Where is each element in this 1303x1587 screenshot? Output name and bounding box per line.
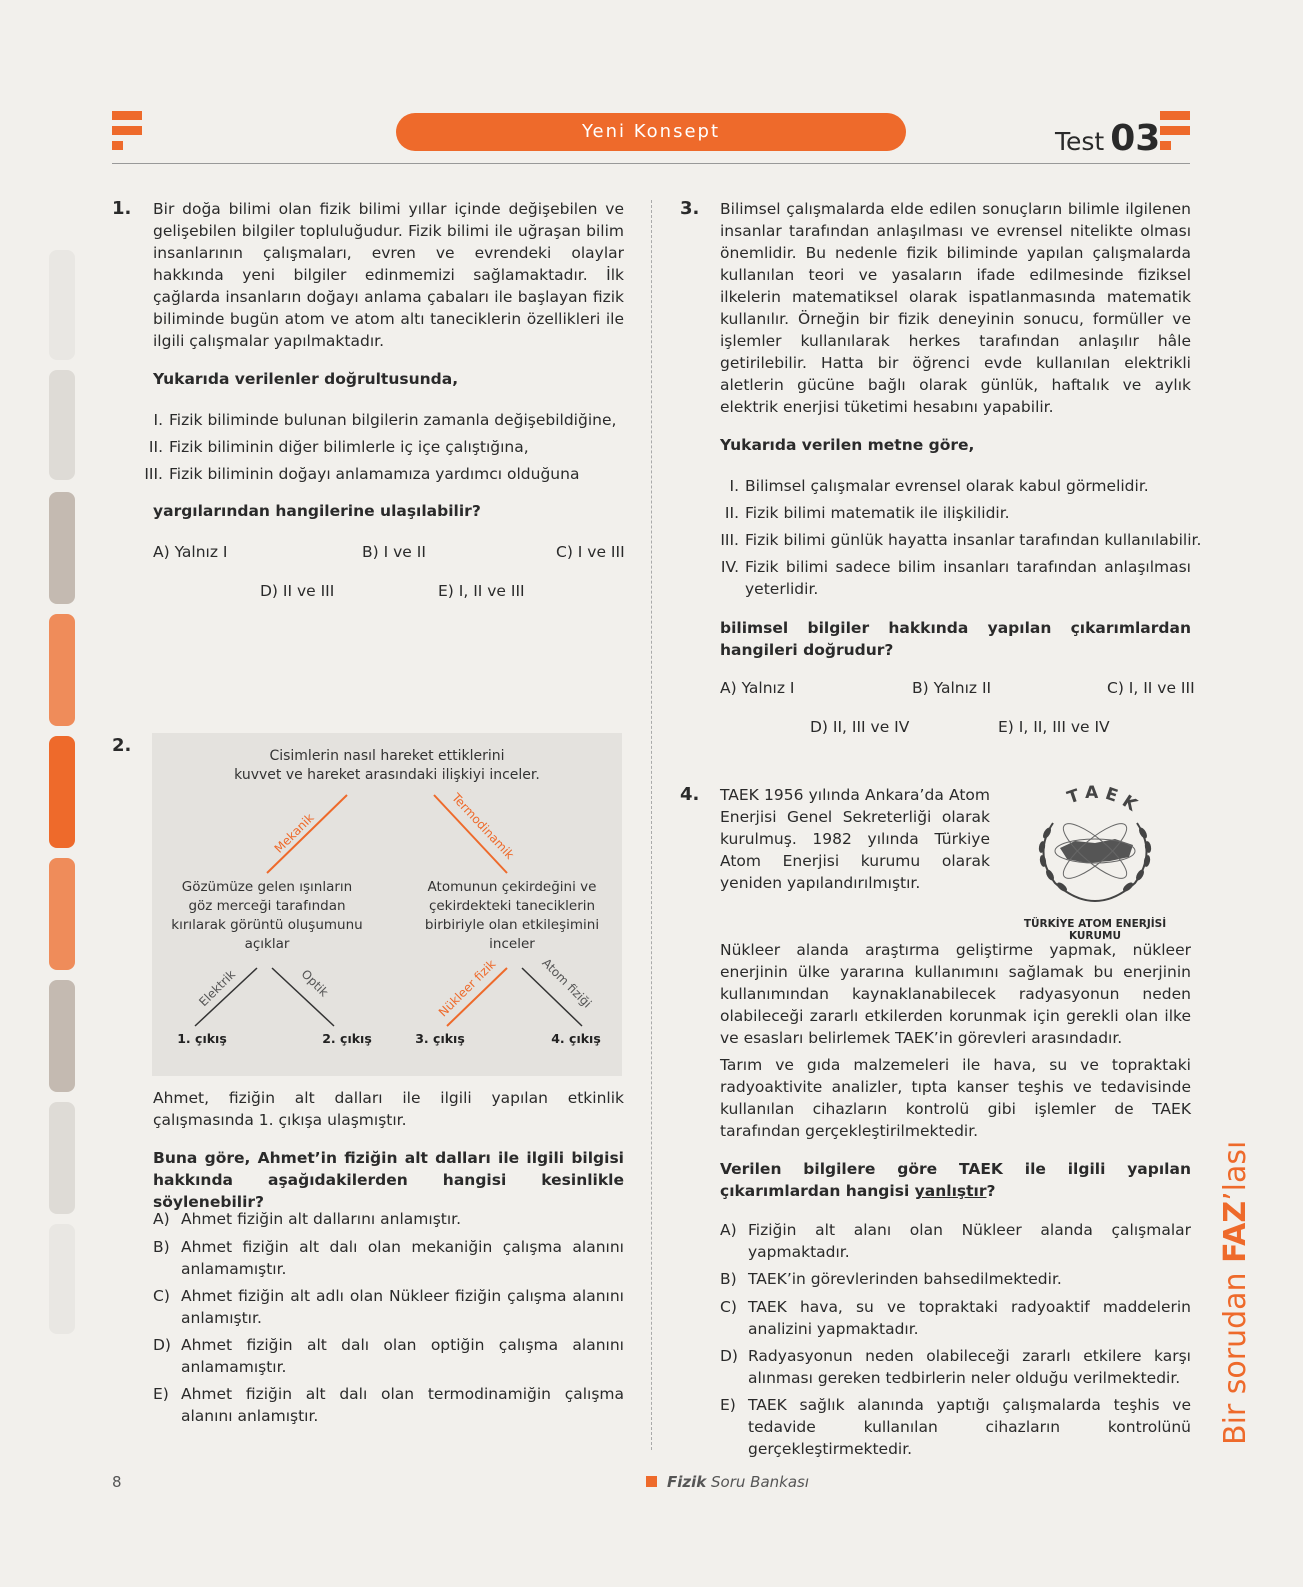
sub-label-atomic: Atom fiziği — [539, 955, 595, 1011]
option-a[interactable]: A) Fiziğin alt alanı olan Nükleer alanda çalışmalar yapmaktadır. — [720, 1221, 1191, 1261]
taek-logo-caption: TÜRKİYE ATOM ENERJİSİ KURUMU — [1023, 918, 1167, 942]
question-4-number: 4. — [680, 784, 700, 805]
test-number: 03 — [1110, 118, 1161, 159]
question-1-lead: Yukarıda verilenler doğrultusunda, — [153, 370, 459, 388]
option-a[interactable]: A) Yalnız I — [153, 543, 228, 561]
question-3-item: I. Bilimsel çalışmalar evrensel olarak kabul görmelidir. — [729, 477, 1149, 495]
option-c[interactable]: C) Ahmet fiziğin alt adlı olan Nükleer fiziğin çalışma alanını anlamıştır. — [153, 1287, 624, 1327]
side-tab — [49, 1102, 75, 1214]
branch-label-mechanics: Mekanik — [271, 810, 317, 856]
diagram-top-text: Cisimlerin nasıl hareket ettiklerini kuvvet ve hareket arasındaki ilişkiyi inceler. — [234, 748, 540, 783]
left-logo-icon — [112, 111, 142, 151]
question-3-question: bilimsel bilgiler hakkında yapılan çıkarımlardan hangileri doğrudur? — [720, 619, 1191, 659]
question-3-item: II. Fizik bilimi matematik ile ilişkilidir. — [724, 504, 1010, 522]
book-footer — [646, 1473, 809, 1491]
option-a[interactable]: A) Ahmet fiziğin alt dallarını anlamıştır. — [153, 1210, 462, 1228]
side-tab — [49, 980, 75, 1092]
test-word: Test — [1055, 127, 1105, 156]
sub-label-optics: Optik — [298, 966, 332, 1000]
question-3-lead: Yukarıda verilen metne göre, — [720, 436, 975, 454]
option-a[interactable]: A) Yalnız I — [720, 679, 795, 697]
question-3-item: III. Fizik bilimi günlük hayatta insanlar tarafından kullanılabilir. — [720, 531, 1202, 549]
question-1-item: II. Fizik biliminin diğer bilimlerle iç içe çalıştığına, — [148, 438, 529, 456]
question-2-paragraph: Ahmet, fiziğin alt dalları ile ilgili yapılan etkinlik çalışmasında 1. çıkışa ulaşmıştır. — [153, 1089, 624, 1129]
exit-label: 4. çıkış — [551, 1031, 601, 1046]
option-e[interactable]: E) TAEK sağlık alanında yaptığı çalışmalarda teşhis ve tedavide kullanılan cihazların kontrolünü gerçekleştirmektedir. — [720, 1396, 1191, 1458]
branch-label-thermodynamics: Termodinamik — [449, 790, 517, 862]
option-b[interactable]: B) Yalnız II — [912, 679, 992, 697]
question-1-item: III. Fizik biliminin doğayı anlamamıza yardımcı olduğuna — [144, 465, 580, 483]
option-e[interactable]: E) I, II ve III — [438, 582, 525, 600]
question-1-paragraph: Bir doğa bilimi olan fizik bilimi yıllar içinde değişebilen ve gelişebilen bilgiler topluluğudur. Fizik bilimi ile uğraşan bilim insanlarının çalışmaları, evren ve evrendeki olaylar hakkında yeni bilgiler edinmemizi sağlamaktadır. İlk çağlarda insanların doğayı anlama çabaları ile başlayan fizik biliminde bugün atom ve atom altı taneciklerin özellikleri ile ilgili çalışmalar yapılmaktadır. — [153, 200, 624, 350]
right-logo-icon — [1160, 111, 1190, 151]
question-1-number: 1. — [112, 198, 132, 219]
question-4-paragraph-1: Nükleer alanda araştırma geliştirme yapmak, nükleer enerjinin ülke yararına kullanımını sağlamak bu enerjinin kullanımından kaynaklanabilecek radyasyonun neden olabileceği zararlı etkilerden korunmak için gerekli olan ilke ve esasları belirlemek TAEK’in görevleri arasındadır. — [720, 941, 1191, 1047]
diagram-right-text: Atomunun çekirdeğini ve çekirdekteki taneciklerin birbiriyle olan etkileşimini inceler — [424, 879, 600, 952]
option-b[interactable]: B) TAEK’in görevlerinden bahsedilmektedir. — [720, 1270, 1062, 1288]
question-2-number: 2. — [112, 735, 132, 756]
question-3-paragraph: Bilimsel çalışmalarda elde edilen sonuçların bilimle ilgilenen insanlar tarafından anlaşılması ve evrensel nitelikte olması önemlidir. Bu nedenle fizik biliminde yapılan çalışmalarda kullanılan teori ve yasaların ifade edilmesinde fiziksel ilkelerin matematiksel olarak ispatlanmasında matematik kullanılır. Örneğin bir fizik deneyinin sonucu, formüller ve işlemler kullanılarak herkes tarafından anlaşılır hâle getirilebilir. Hatta bir öğrenci evde kullanılan elektrikli aletlerin gücüne bağlı olarak günlük, haftalık ve aylık elektrik enerjisi tüketimi hesabını yapabilir. — [720, 200, 1191, 416]
exit-label: 1. çıkış — [177, 1031, 227, 1046]
footer-subject: Fizik — [667, 1473, 707, 1491]
option-b[interactable]: B) I ve II — [362, 543, 426, 561]
question-3-item: IV. Fizik bilimi sadece bilim insanları tarafından anlaşılması yeterlidir. — [720, 558, 1191, 598]
svg-text:TAEK: TAEK — [1064, 783, 1146, 819]
exit-label: 3. çıkış — [415, 1031, 465, 1046]
option-e[interactable]: E) Ahmet fiziğin alt dalı olan termodinamiğin çalışma alanını anlamıştır. — [153, 1385, 624, 1425]
taek-logo — [1025, 783, 1165, 908]
sub-label-nuclear: Nükleer fizik — [435, 956, 499, 1020]
side-tab — [49, 370, 75, 480]
page-number: 8 — [112, 1473, 122, 1491]
question-1-question: yargılarından hangilerine ulaşılabilir? — [153, 502, 481, 520]
option-c[interactable]: C) I ve III — [556, 543, 625, 561]
question-4-paragraph-2: Tarım ve gıda malzemeleri ile hava, su ve topraktaki radyoaktivite analizler, tıpta kanser teşhis ve tedavisinde kullanılan cihazların kontrolü gibi işlemler de TAEK tarafından gerçekleştirilmektedir. — [720, 1056, 1191, 1140]
side-tab — [49, 492, 75, 604]
header-banner: Yeni Konsept — [396, 113, 906, 151]
option-d[interactable]: D) II, III ve IV — [810, 718, 910, 736]
question-1-item: I. Fizik biliminde bulunan bilgilerin zamanla değişebildiğine, — [153, 411, 617, 429]
question-4-question: Verilen bilgilere göre TAEK ile ilgili yapılan çıkarımlardan hangisi yanlıştır? — [720, 1160, 1191, 1200]
question-2-question: Buna göre, Ahmet’in fiziğin alt dalları ile ilgili bilgisi hakkında aşağıdakilerden hangisi kesinlikle söylenebilir? — [153, 1149, 624, 1211]
test-label — [1055, 118, 1160, 159]
option-d[interactable]: D) Ahmet fiziğin alt dalı olan optiğin çalışma alanını anlamamıştır. — [153, 1336, 624, 1376]
physics-branches-diagram — [152, 733, 622, 1076]
diagram-left-text: Gözümüze gelen ışınların göz merceği tarafından kırılarak görüntü oluşumunu açıklar — [171, 879, 363, 952]
option-e[interactable]: E) I, II, III ve IV — [998, 718, 1110, 736]
side-tab — [49, 250, 75, 360]
question-3-number: 3. — [680, 198, 700, 219]
option-d[interactable]: D) II ve III — [260, 582, 335, 600]
option-c[interactable]: C) I, II ve III — [1107, 679, 1195, 697]
side-tab-active — [49, 736, 75, 848]
column-divider — [651, 200, 652, 1450]
side-tab — [49, 614, 75, 726]
footer-square-icon — [646, 1476, 657, 1487]
option-b[interactable]: B) Ahmet fiziğin alt dalı olan mekaniğin çalışma alanını anlamamıştır. — [153, 1238, 624, 1278]
option-d[interactable]: D) Radyasyonun neden olabileceği zararlı etkilere karşı alınması gereken tedbirlerin neler olduğu verilmektedir. — [720, 1347, 1191, 1387]
question-4-intro: TAEK 1956 yılında Ankara’da Atom Enerjisi Genel Sekreterliği olarak kurulmuş. 1982 yılında Türkiye Atom Enerjisi kurumu olarak yeniden yapılandırılmıştır. — [720, 786, 990, 892]
side-tab — [49, 1224, 75, 1334]
question-4-emphasis: yanlıştır — [914, 1182, 987, 1200]
side-tab — [49, 858, 75, 970]
side-slogan: Bir sorudan FAZ’lası — [1218, 1140, 1253, 1445]
sub-label-electricity: Elektrik — [196, 967, 239, 1010]
exit-label: 2. çıkış — [322, 1031, 372, 1046]
taek-emblem-icon — [1025, 783, 1165, 908]
header-divider — [112, 163, 1190, 164]
option-c[interactable]: C) TAEK hava, su ve topraktaki radyoaktif maddelerin analizini yapmaktadır. — [720, 1298, 1191, 1338]
footer-title: Soru Bankası — [711, 1473, 810, 1491]
